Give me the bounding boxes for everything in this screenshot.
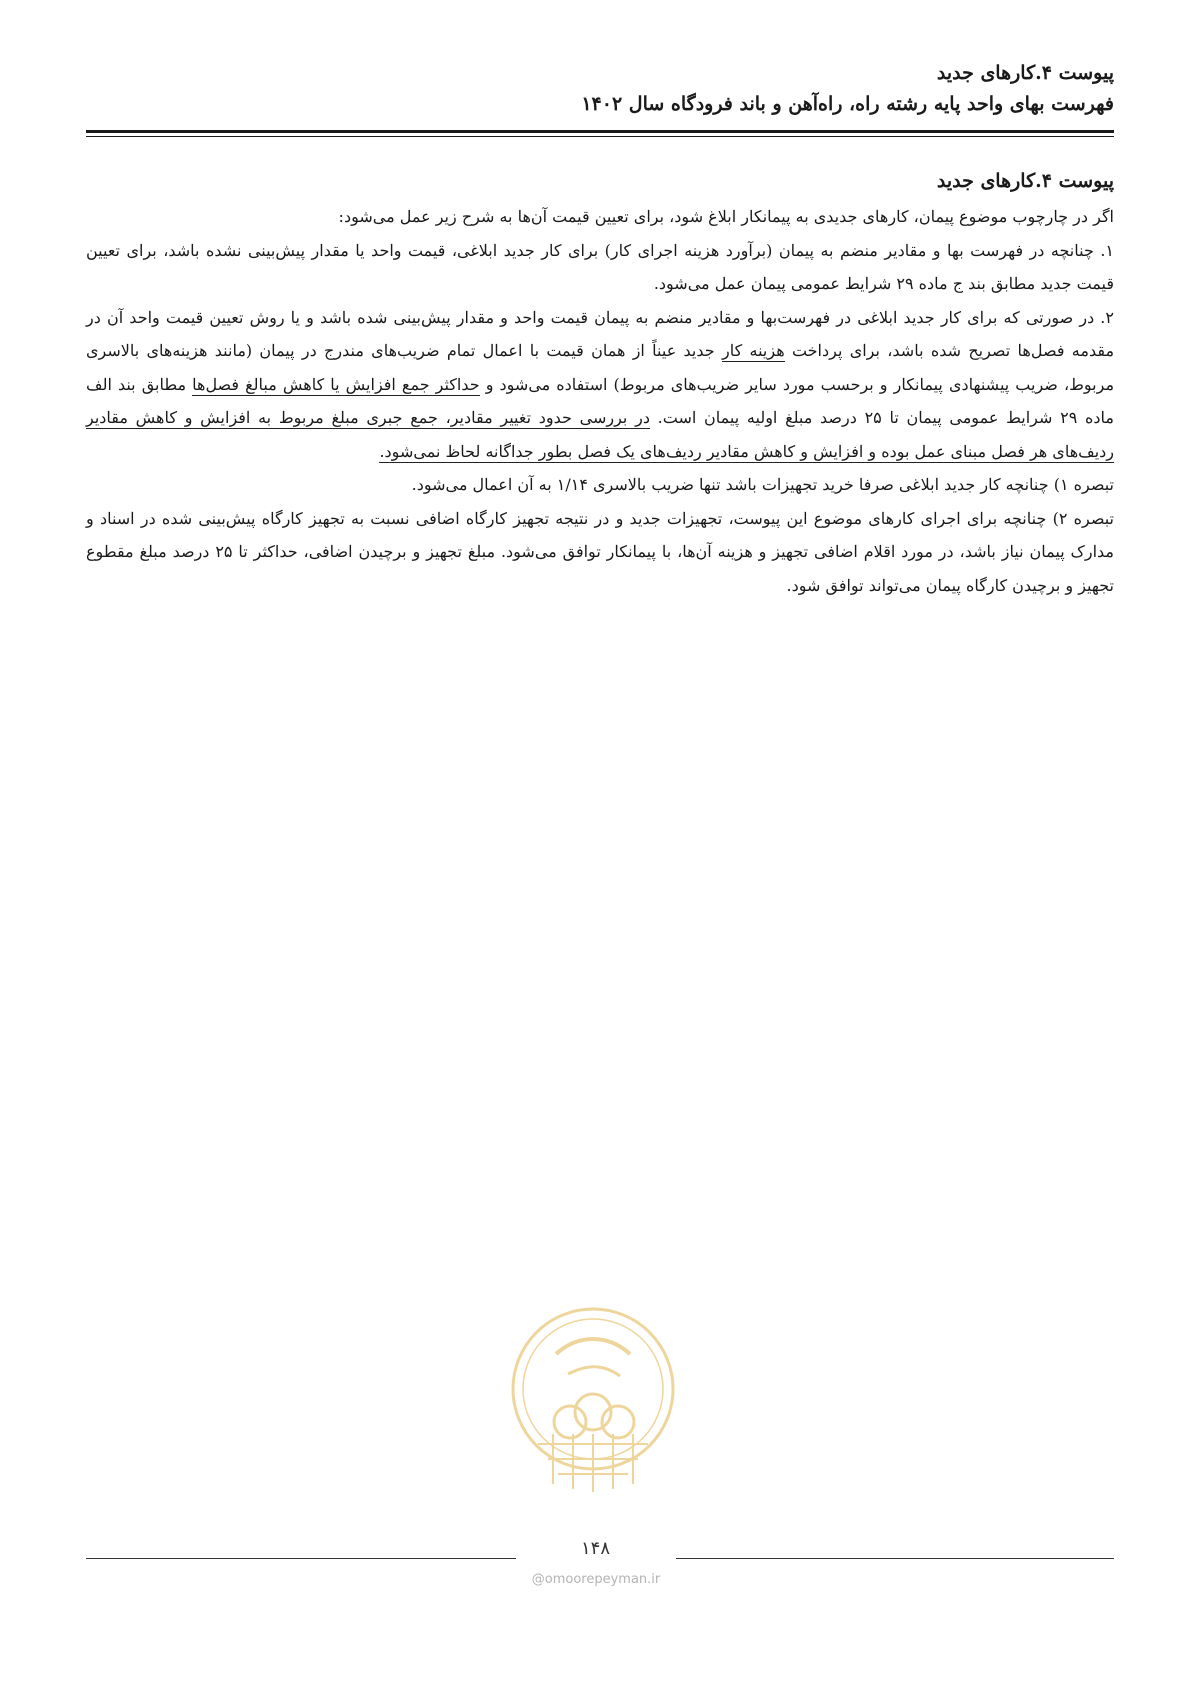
- page-number: ۱۴۸: [580, 1538, 610, 1559]
- item-2-underlined-max-change: حداکثر جمع افزایش یا کاهش مبالغ فصل‌ها: [192, 374, 480, 394]
- item-2-underlined-quantity-review: در بررسی حدود تغییر مقادیر، جمع جبری مبلغ مربوط به افزایش و کاهش مقادیر ردیف‌های هر فصل مبنای عمل بوده و افزایش و کاهش مقادیر ردیف‌های یک فصل بطور جداگانه لحاظ نمی‌شود.: [86, 408, 1114, 461]
- watermark-logo-icon: [508, 1294, 678, 1504]
- intro-paragraph: اگر در چارچوب موضوع پیمان، کارهای جدیدی به پیمانکار ابلاغ شود، برای تعیین قیمت آن‌ها به شرح زیر عمل می‌شود:: [338, 207, 1114, 226]
- item-2-paragraph: [86, 301, 1114, 469]
- item-2-underlined-cost: هزینه کار: [721, 341, 785, 360]
- footer-divider-right: [676, 1558, 1114, 1559]
- note-1-paragraph: تبصره ۱) چنانچه کار جدید ابلاغی صرفا خرید تجهیزات باشد تنها ضریب بالاسری ۱/۱۴ به آن اعمال می‌شود.: [411, 475, 1114, 494]
- note-2-paragraph: تبصره ۲) چنانچه برای اجرای کارهای موضوع این پیوست، تجهیزات جدید و در نتیجه تجهیز کارگاه اضافی نسبت به تجهیز کارگاه پیش‌بینی شده در اسناد و مدارک پیمان نیاز باشد، در مورد اقلام اضافی تجهیز و هزینه آن‌ها، با پیمانکار توافق می‌شود. مبلغ تجهیز و برچیدن اضافی، حداکثر تا ۲۵ درصد مبلغ مقطوع تجهیز و برچیدن کارگاه پیمان می‌تواند توافق شود.: [86, 508, 1114, 595]
- item-1-paragraph: ۱. چنانچه در فهرست بها و مقادیر منضم به پیمان (برآورد هزینه اجرای کار) برای کار جدید ابلاغی، قیمت واحد یا مقدار پیش‌بینی نشده باشد، برای تعیین قیمت جدید مطابق بند ج ماده ۲۹ شرایط عمومی پیمان عمل می‌شود.: [86, 240, 1114, 293]
- header-document-title: فهرست بهای واحد پایه رشته راه، راه‌آهن و باند فرودگاه سال ۱۴۰۲: [581, 93, 1114, 115]
- footer-divider-left: [86, 1558, 516, 1559]
- section-title: پیوست ۴.کارهای جدید: [936, 170, 1114, 192]
- header-divider: [86, 130, 1114, 137]
- footer-site-link: @omoorepeyman.ir: [531, 1572, 661, 1587]
- item-2-text-a: ۲. در صورتی که برای کار جدید ابلاغی در فهرست‌بها و مقادیر منضم به پیمان قیمت واحد و مقدار پیش‌بینی شده باشد و یا روش تعیین قیمت واحد آن در مقدمه فصل‌ها تصریح شده باشد، برای پرداخت: [86, 307, 1115, 360]
- header-appendix-title: پیوست ۴.کارهای جدید: [936, 62, 1114, 84]
- document-body: [86, 164, 1114, 602]
- item-2-text-c: مطابق بند الف ماده ۲۹ شرایط عمومی پیمان تا ۲۵ درصد مبلغ اولیه پیمان است.: [86, 374, 1114, 427]
- page-header: [86, 58, 1114, 120]
- item-2-text-b: جدید عیناً از همان قیمت با اعمال تمام ضریب‌های مندرج در پیمان (مانند هزینه‌های بالاسری مربوط، ضریب پیشنهادی پیمانکار و برحسب مورد سایر ضریب‌های مربوط) استفاده می‌شود و: [86, 341, 1115, 394]
